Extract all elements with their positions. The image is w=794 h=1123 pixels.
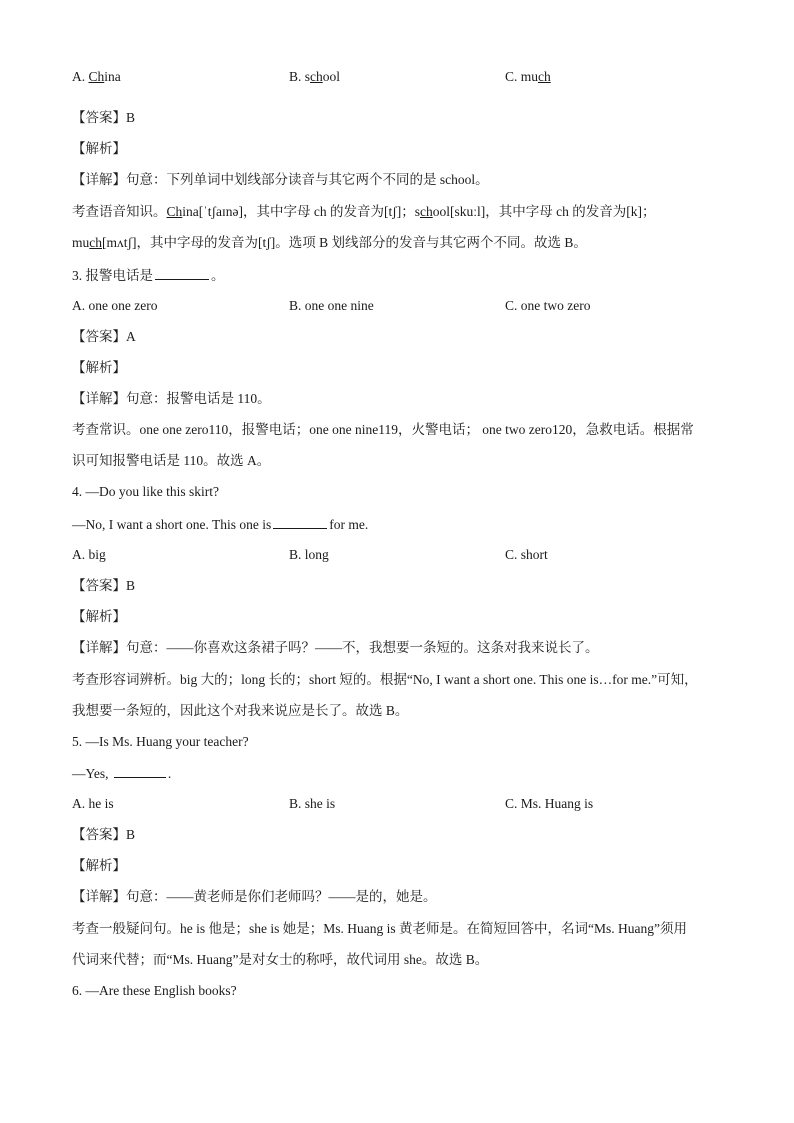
q2-expl1-part-c: ool[skuːl]，其中字母 ch 的发音为[k]； <box>432 204 656 219</box>
q4-blank <box>273 515 327 529</box>
q3-question <box>72 266 732 285</box>
q4-question-line1: 4. —Do you like this skirt? <box>72 484 219 499</box>
q5-explanation-line2: 代词来代替；而“Ms. Huang”是对女士的称呼，故代词用 she。故选 B。 <box>72 952 489 967</box>
q4-explanation-line1: 考查形容词辨析。big 大的；long 长的；short 短的。根据“No, I want a short one. This one is…for me.”可知， <box>72 672 698 687</box>
q4-detail: 【详解】句意：——你喜欢这条裙子吗？——不，我想要一条短的。这条对我来说长了。 <box>72 640 599 655</box>
q5-question-part-a: —Yes, <box>72 766 109 781</box>
q4-question-part-a: —No, I want a short one. This one is <box>72 517 272 532</box>
q3-explanation-line2: 识可知报警电话是 110。故选 A。 <box>72 453 271 468</box>
q2-option-b-rest: ool <box>322 69 341 84</box>
q4-option-a: A. big <box>72 547 106 562</box>
q2-expl2-part-b: [mʌtʃ]，其中字母的发音为[tʃ]。选项 B 划线部分的发音与其它两个不同。故选 B。 <box>102 235 587 250</box>
q4-question-part-b: for me. <box>329 517 369 532</box>
q2-option-b-label: B. s <box>289 69 311 84</box>
q2-explanation-line2 <box>72 234 732 252</box>
q2-option-a-label: A. <box>72 69 89 84</box>
q5-explanation-line1: 考查一般疑问句。he is 他是；she is 她是；Ms. Huang is 黄老师是。在简短回答中，名词“Ms. Huang”须用 <box>72 921 687 936</box>
q2-analysis: 【解析】 <box>72 141 126 156</box>
q3-question-end: 。 <box>211 268 225 283</box>
q2-option-c-underlined: ch <box>538 69 551 84</box>
q2-option-a <box>72 68 121 86</box>
q6-question-line1: 6. —Are these English books? <box>72 983 237 998</box>
q3-option-c: C. one two zero <box>505 298 591 313</box>
q2-answer: 【答案】B <box>72 110 136 125</box>
q2-option-a-underlined: Ch <box>88 69 105 84</box>
q3-explanation-line1: 考查常识。one one zero110，报警电话；one one nine119，火警电话； one two zero120，急救电话。根据常 <box>72 422 694 437</box>
q5-question-line1: 5. —Is Ms. Huang your teacher? <box>72 734 249 749</box>
q2-option-b-underlined: ch <box>310 69 323 84</box>
q4-explanation-line2: 我想要一条短的，因此这个对我来说应是长了。故选 B。 <box>72 703 409 718</box>
q4-analysis: 【解析】 <box>72 609 126 624</box>
q5-blank <box>114 764 166 778</box>
q3-answer: 【答案】A <box>72 329 136 344</box>
q2-expl1-part-a: 考查语音知识。 <box>72 204 167 219</box>
q2-option-c <box>505 68 551 86</box>
q3-option-b: B. one one nine <box>289 298 374 313</box>
q3-detail: 【详解】句意：报警电话是 110。 <box>72 391 271 406</box>
q2-explanation-line1 <box>72 203 732 221</box>
q2-expl1-underlined-2: ch <box>419 204 433 219</box>
q2-expl1-part-b: ina[ˈtʃaɪnə]，其中字母 ch 的发音为[tʃ]；s <box>182 204 420 219</box>
q4-answer: 【答案】B <box>72 578 136 593</box>
q3-blank <box>155 266 209 280</box>
q4-option-b: B. long <box>289 547 329 562</box>
q5-answer: 【答案】B <box>72 827 136 842</box>
q5-option-c: C. Ms. Huang is <box>505 796 594 811</box>
q2-expl2-underlined: ch <box>89 235 103 250</box>
q3-analysis: 【解析】 <box>72 360 126 375</box>
q2-option-a-rest: ina <box>104 69 121 84</box>
q5-question-line2 <box>72 764 732 783</box>
q2-option-b <box>289 68 340 86</box>
q3-option-a: A. one one zero <box>72 298 158 313</box>
q2-detail: 【详解】句意：下列单词中划线部分读音与其它两个不同的是 school。 <box>72 172 489 187</box>
q5-question-part-b: . <box>167 766 172 781</box>
q3-question-text: 3. 报警电话是 <box>72 268 153 283</box>
q2-option-c-label: C. mu <box>505 69 539 84</box>
q2-expl2-part-a: mu <box>72 235 90 250</box>
q5-option-a: A. he is <box>72 796 114 811</box>
q5-detail: 【详解】句意：——黄老师是你们老师吗？——是的，她是。 <box>72 889 437 904</box>
q4-question-line2 <box>72 515 732 534</box>
q5-analysis: 【解析】 <box>72 858 126 873</box>
q4-option-c: C. short <box>505 547 548 562</box>
q5-option-b: B. she is <box>289 796 336 811</box>
q2-expl1-underlined-1: Ch <box>166 204 183 219</box>
